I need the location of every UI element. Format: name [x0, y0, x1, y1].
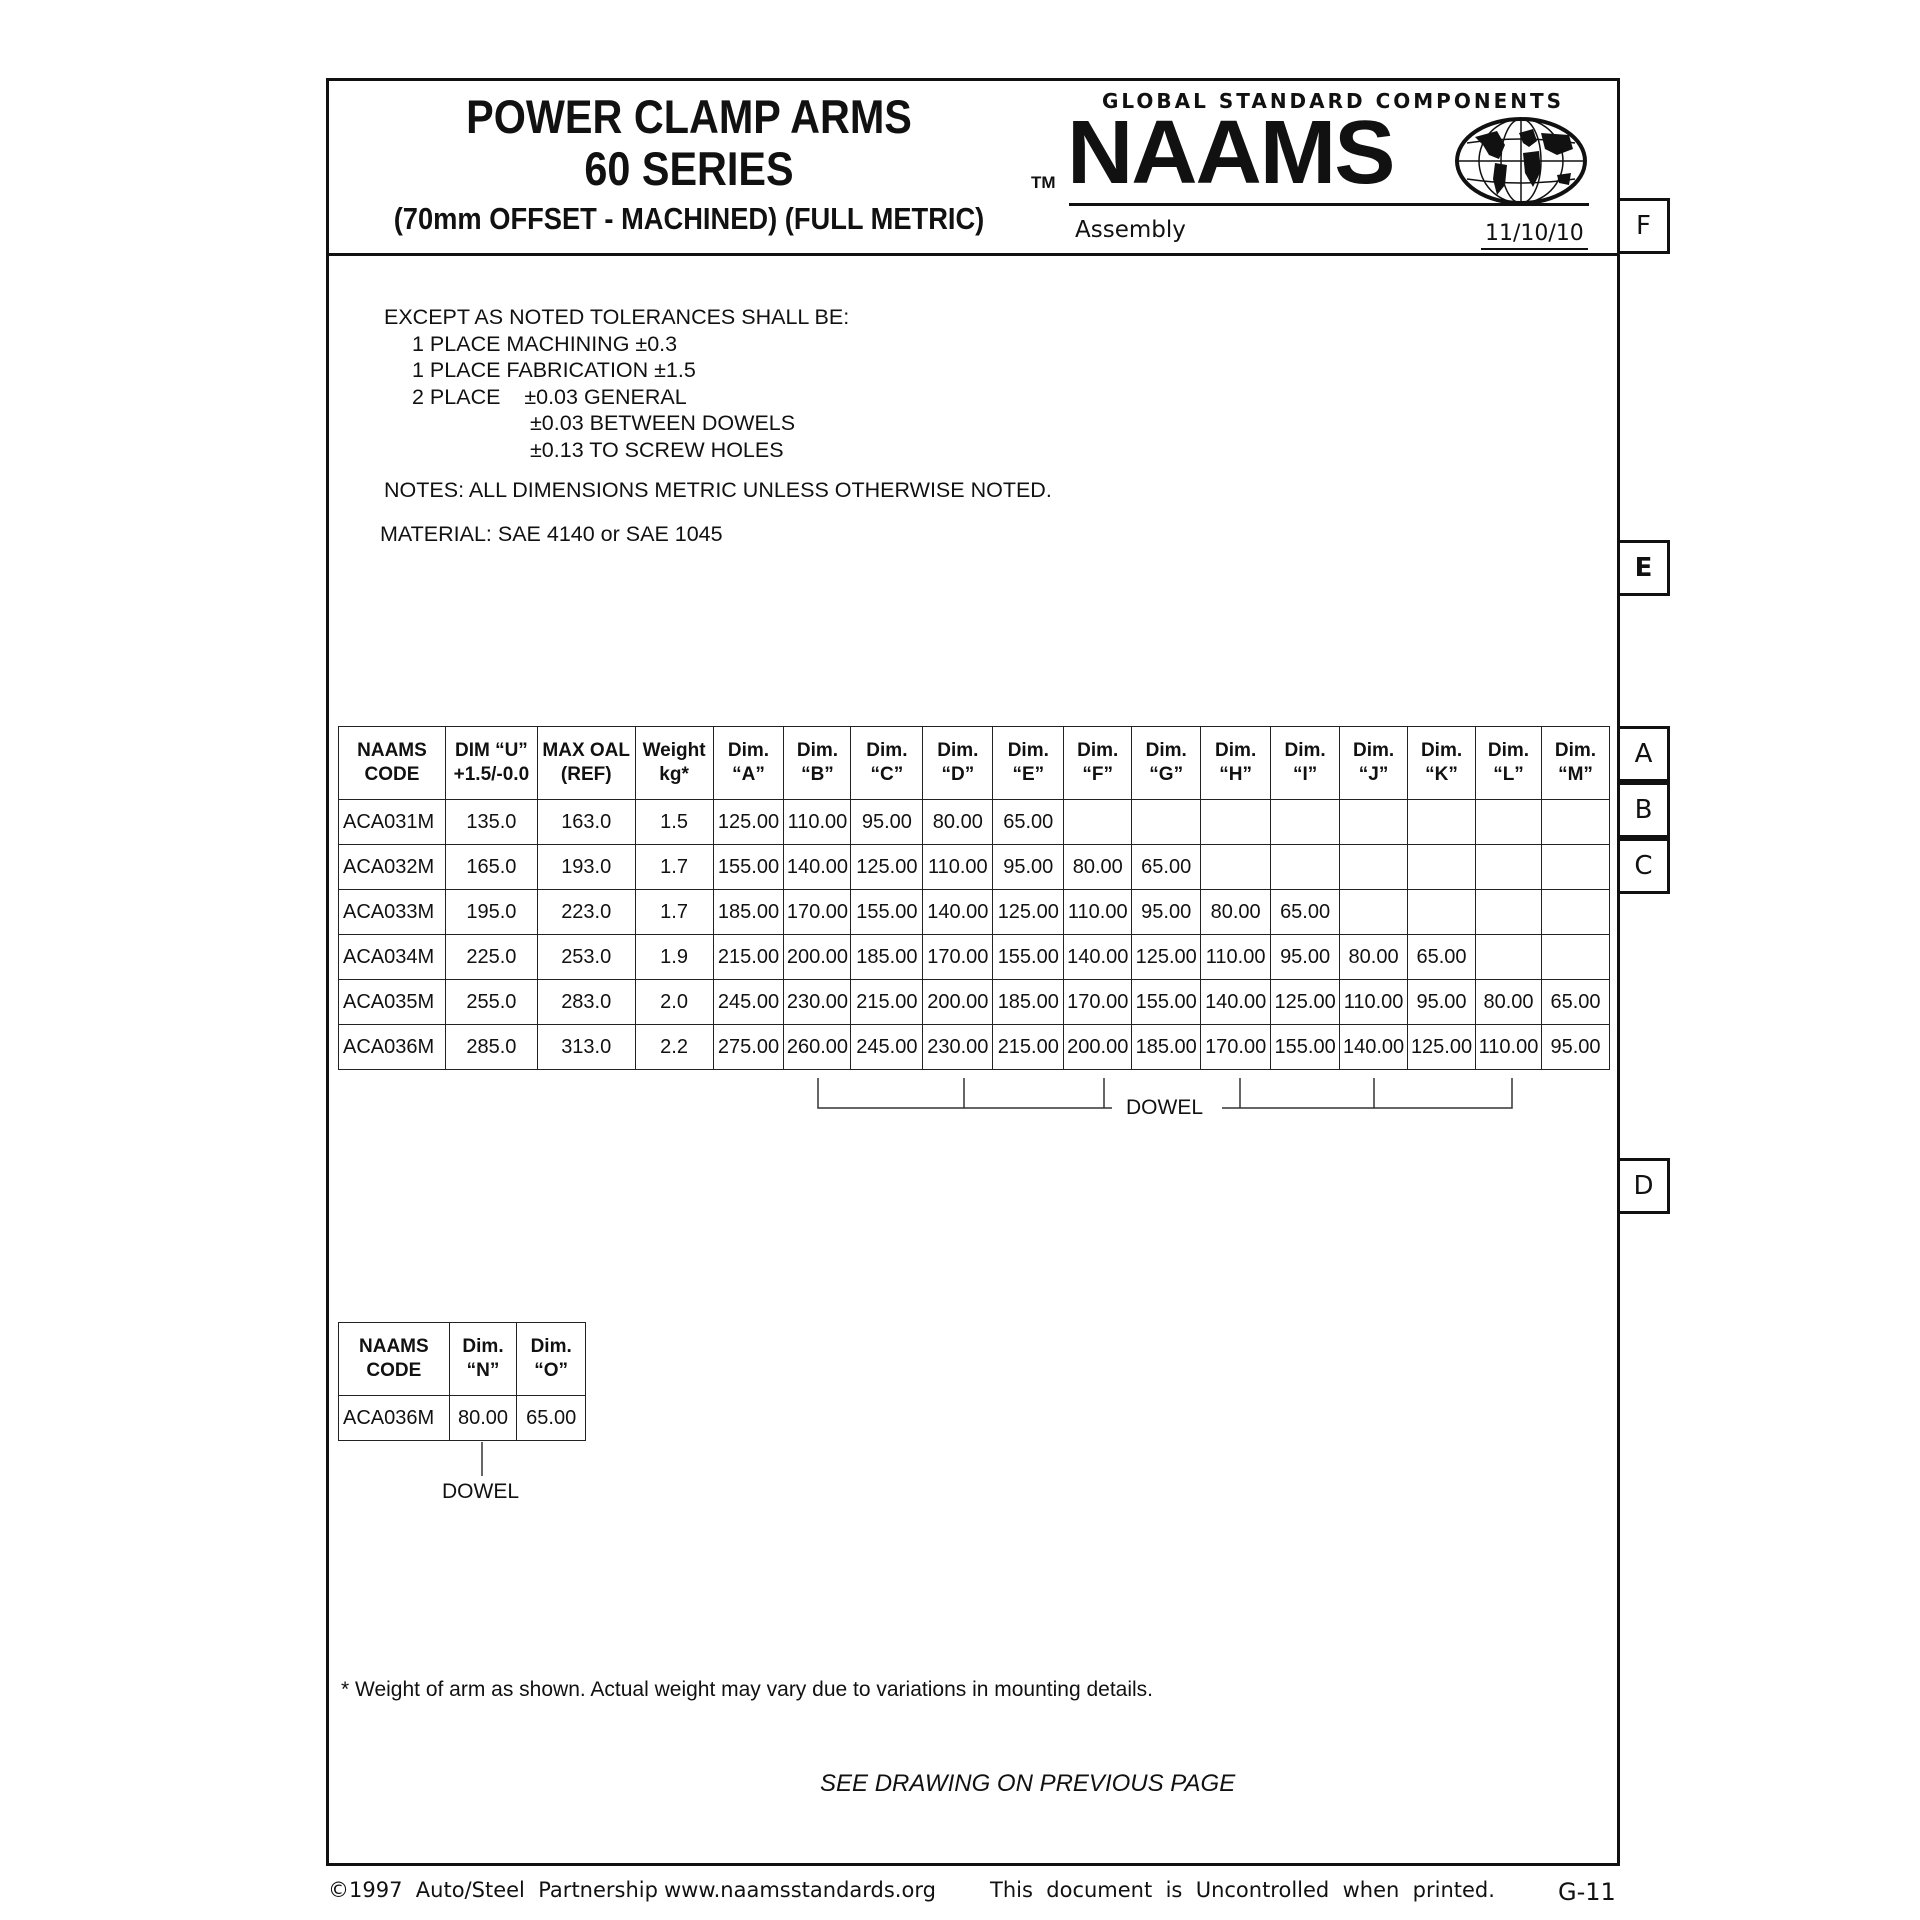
column-header-line: (REF)	[560, 764, 612, 785]
table-cell: 80.00	[1064, 845, 1132, 890]
table-cell: 1.7	[635, 890, 713, 935]
column-header-line: Dim.	[1487, 740, 1530, 761]
table-cell: 140.00	[1201, 980, 1271, 1025]
column-header-line: CODE	[366, 1360, 422, 1381]
table-cell: 185.00	[1132, 1025, 1201, 1070]
column-header-line: kg*	[659, 764, 689, 785]
table-cell: 170.00	[784, 890, 851, 935]
table-cell: 185.00	[993, 980, 1064, 1025]
table-cell: 163.0	[537, 800, 635, 845]
naams-code-cell: ACA036M	[339, 1396, 450, 1441]
table-cell: 80.00	[1476, 980, 1542, 1025]
tolerance-heading: EXCEPT AS NOTED TOLERANCES SHALL BE:	[384, 305, 850, 329]
table-cell: 95.00	[1271, 935, 1340, 980]
table-cell: 140.00	[1340, 1025, 1408, 1070]
column-header-line: Dim.	[1352, 740, 1395, 761]
table-cell: 253.0	[537, 935, 635, 980]
table-cell: 245.00	[851, 1025, 923, 1070]
column-header-line: NAAMS	[359, 1336, 429, 1357]
weight-footnote: * Weight of arm as shown. Actual weight may vary due to variations in mounting details.	[341, 1678, 1154, 1701]
table-cell: 65.00	[1408, 935, 1476, 980]
column-header-line: “H”	[1219, 764, 1253, 785]
table-cell: 110.00	[1201, 935, 1271, 980]
table-cell: 140.00	[784, 845, 851, 890]
tab-e: E	[1620, 540, 1670, 596]
column-header-line: Dim.	[1077, 740, 1119, 761]
column-header-line: “C”	[870, 764, 904, 785]
see-drawing-note: SEE DRAWING ON PREVIOUS PAGE	[820, 1770, 1236, 1797]
table-cell: 255.0	[445, 980, 537, 1025]
table-cell: 125.00	[851, 845, 923, 890]
table-cell: 110.00	[1064, 890, 1132, 935]
org-tagline: GLOBAL STANDARD COMPONENTS	[1101, 89, 1565, 113]
table-cell: 200.00	[784, 935, 851, 980]
column-header-line: Dim.	[462, 1336, 504, 1357]
naams-code-cell: ACA032M	[339, 845, 446, 890]
table-cell: 155.00	[713, 845, 784, 890]
website: www.naamsstandards.org	[664, 1878, 936, 1902]
column-header-line: Dim.	[530, 1336, 572, 1357]
table-cell: 65.00	[1541, 980, 1609, 1025]
naams-code-cell: ACA036M	[339, 1025, 446, 1070]
column-header-line: Dim.	[1007, 740, 1049, 761]
table-cell: 80.00	[923, 800, 993, 845]
title-line-2: 60 SERIES	[584, 142, 794, 195]
column-header-line: “I”	[1292, 764, 1318, 785]
table-cell: 200.00	[923, 980, 993, 1025]
table-cell: 65.00	[1132, 845, 1201, 890]
naams-code-cell: ACA035M	[339, 980, 446, 1025]
column-header-line: DIM “U”	[454, 740, 528, 761]
table-cell: 80.00	[1201, 890, 1271, 935]
column-header-line: Dim.	[727, 740, 770, 761]
table-cell: 65.00	[1271, 890, 1340, 935]
column-header-line: “L”	[1493, 764, 1524, 785]
table-cell: 200.00	[1064, 1025, 1132, 1070]
table-cell: 1.5	[635, 800, 713, 845]
column-header-line: Dim.	[796, 740, 839, 761]
tolerance-line: 1 PLACE FABRICATION ±1.5	[412, 358, 696, 382]
table-cell: 283.0	[537, 980, 635, 1025]
table-cell: 80.00	[1340, 935, 1408, 980]
column-header-line: NAAMS	[357, 740, 427, 761]
table-cell: 125.00	[1132, 935, 1201, 980]
table-cell: 170.00	[923, 935, 993, 980]
dowel-label-small: DOWEL	[442, 1480, 520, 1503]
naams-logo-text: NAAMS	[1067, 103, 1394, 203]
table-cell: 125.00	[993, 890, 1064, 935]
table-cell: 225.0	[445, 935, 537, 980]
column-header-line: Dim.	[866, 740, 908, 761]
tolerance-line: ±0.03 BETWEEN DOWELS	[530, 411, 796, 435]
table-cell: 110.00	[784, 800, 851, 845]
table-cell: 230.00	[923, 1025, 993, 1070]
table-cell: 185.00	[851, 935, 923, 980]
table-cell: 260.00	[784, 1025, 851, 1070]
column-header-line: Dim.	[937, 740, 979, 761]
table-cell: 95.00	[851, 800, 923, 845]
table-cell: 1.7	[635, 845, 713, 890]
naams-code-cell: ACA031M	[339, 800, 446, 845]
tab-a: A	[1620, 726, 1670, 782]
column-header-line: MAX OAL	[542, 740, 631, 761]
table-cell: 195.0	[445, 890, 537, 935]
column-header-line: “B”	[801, 764, 834, 785]
table-cell: 110.00	[1340, 980, 1408, 1025]
page-number: G-11	[1558, 1878, 1616, 1906]
column-header-line: “A”	[732, 764, 765, 785]
column-header-line: Dim.	[1145, 740, 1187, 761]
table-cell: 95.00	[1541, 1025, 1609, 1070]
column-header-line: “E”	[1012, 764, 1045, 785]
table-cell: 2.2	[635, 1025, 713, 1070]
column-header-line: Dim.	[1554, 740, 1597, 761]
column-header-line: “D”	[941, 764, 975, 785]
tolerance-line: 1 PLACE MACHINING ±0.3	[412, 331, 678, 356]
table-cell: 313.0	[537, 1025, 635, 1070]
trademark-symbol: TM	[1031, 173, 1056, 192]
table-cell: 170.00	[1064, 980, 1132, 1025]
table-cell: 155.00	[1132, 980, 1201, 1025]
column-header-line: “J”	[1358, 764, 1389, 785]
dowel-label: DOWEL	[1126, 1096, 1204, 1119]
table-cell: 125.00	[1271, 980, 1340, 1025]
table-cell: 140.00	[1064, 935, 1132, 980]
table-cell: 110.00	[1476, 1025, 1542, 1070]
table-cell: 140.00	[923, 890, 993, 935]
table-cell: 215.00	[713, 935, 784, 980]
table-cell: 275.00	[713, 1025, 784, 1070]
column-header-line: “K”	[1425, 764, 1458, 785]
copyright: ©1997 Auto/Steel Partnership	[328, 1878, 658, 1902]
table-cell: 95.00	[1408, 980, 1476, 1025]
table-cell: 223.0	[537, 890, 635, 935]
table-cell: 165.0	[445, 845, 537, 890]
material-note: MATERIAL: SAE 4140 or SAE 1045	[380, 522, 723, 546]
tab-f: F	[1620, 198, 1670, 254]
general-notes: NOTES: ALL DIMENSIONS METRIC UNLESS OTHERWISE NOTED.	[384, 478, 1052, 502]
table-cell: 2.0	[635, 980, 713, 1025]
table-cell: 110.00	[923, 845, 993, 890]
column-header-line: “N”	[466, 1360, 500, 1381]
table-cell: 155.00	[1271, 1025, 1340, 1070]
tab-d: D	[1620, 1158, 1670, 1214]
table-cell: 215.00	[851, 980, 923, 1025]
tolerance-line: ±0.13 TO SCREW HOLES	[530, 437, 784, 462]
tab-c: C	[1620, 838, 1670, 894]
table-cell: 125.00	[1408, 1025, 1476, 1070]
table-cell: 1.9	[635, 935, 713, 980]
table-cell: 215.00	[993, 1025, 1064, 1070]
column-header-line: Dim.	[1420, 740, 1463, 761]
table-cell: 135.0	[445, 800, 537, 845]
table-cell: 95.00	[1132, 890, 1201, 935]
column-header-line: “O”	[534, 1360, 569, 1381]
table-cell: 193.0	[537, 845, 635, 890]
column-header-line: CODE	[364, 764, 420, 785]
title-line-3: (70mm OFFSET - MACHINED) (FULL METRIC)	[393, 201, 985, 236]
column-header-line: “M”	[1558, 764, 1593, 785]
title-line-1: POWER CLAMP ARMS	[466, 90, 912, 143]
table-cell: 230.00	[784, 980, 851, 1025]
tolerance-line: 2 PLACE ±0.03 GENERAL	[412, 384, 687, 409]
table-cell: 80.00	[449, 1396, 517, 1441]
table-cell: 245.00	[713, 980, 784, 1025]
column-header-line: “F”	[1082, 764, 1114, 785]
uncontrolled-notice: This document is Uncontrolled when printed.	[990, 1878, 1495, 1902]
table-cell: 95.00	[993, 845, 1064, 890]
revision-date: 11/10/10	[1481, 221, 1588, 250]
table-cell: 125.00	[713, 800, 784, 845]
naams-code-cell: ACA034M	[339, 935, 446, 980]
tab-b: B	[1620, 782, 1670, 838]
column-header-line: Weight	[642, 740, 706, 761]
table-cell: 285.0	[445, 1025, 537, 1070]
table-cell: 65.00	[517, 1396, 586, 1441]
table-cell: 170.00	[1201, 1025, 1271, 1070]
column-header-line: Dim.	[1215, 740, 1257, 761]
column-header-line: “G”	[1149, 764, 1184, 785]
table-cell: 65.00	[993, 800, 1064, 845]
table-cell: 185.00	[713, 890, 784, 935]
table-cell: 155.00	[993, 935, 1064, 980]
column-header-line: Dim.	[1284, 740, 1326, 761]
table-cell: 155.00	[851, 890, 923, 935]
column-header-line: +1.5/-0.0	[453, 764, 530, 785]
category-label: Assembly	[1075, 217, 1186, 243]
naams-code-cell: ACA033M	[339, 890, 446, 935]
